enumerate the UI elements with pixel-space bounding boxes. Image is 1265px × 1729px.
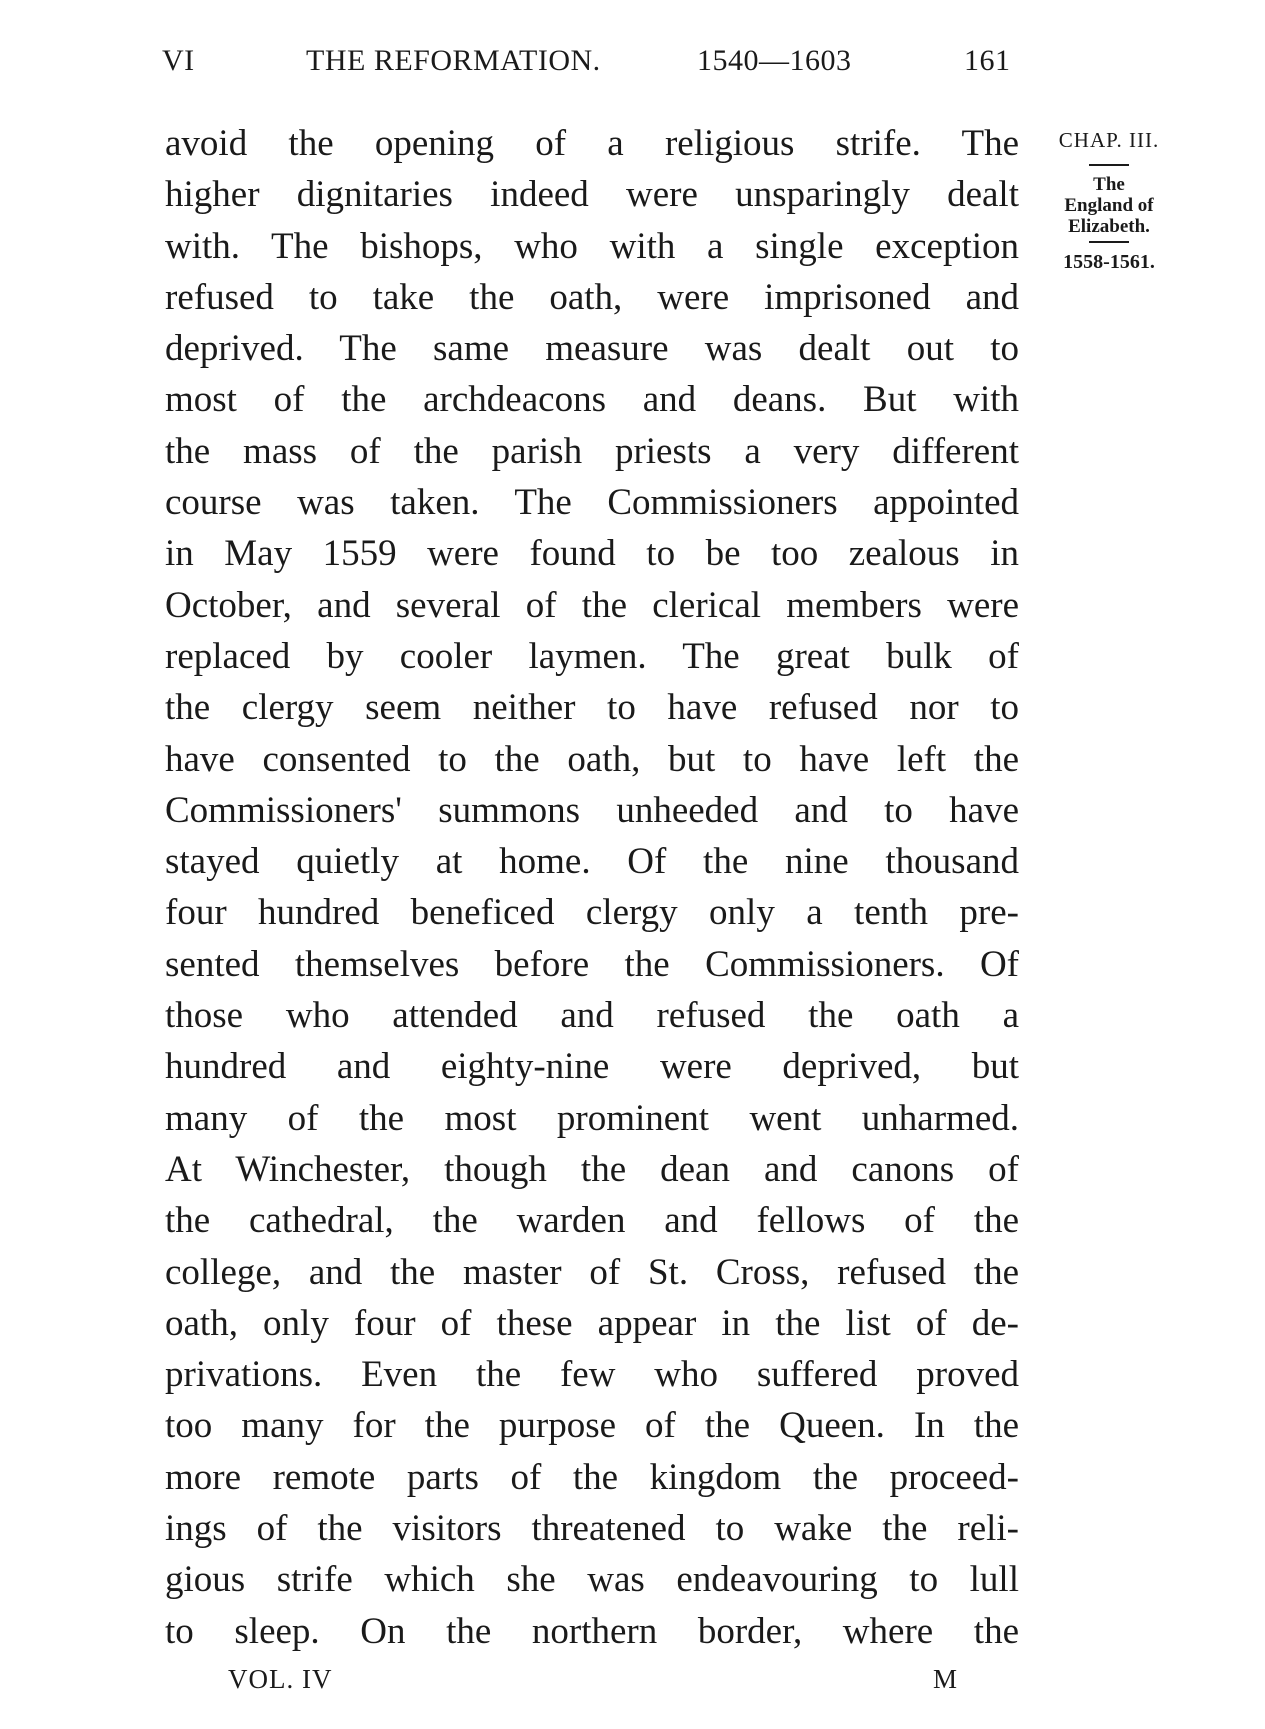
body-line: privations. Even the few who suffered proved [165, 1354, 1019, 1396]
body-line: Commissioners' summons unheeded and to have [165, 789, 1019, 831]
body-line: October, and several of the clerical members were [165, 584, 1019, 626]
body-text [165, 118, 1019, 1657]
page-number: 161 [964, 44, 1011, 77]
margin-topic-line: Elizabeth. [1068, 216, 1150, 237]
body-line: At Winchester, though the dean and canons of [165, 1148, 1019, 1190]
running-head-dates: 1540—1603 [697, 44, 852, 77]
body-line: college, and the master of St. Cross, refused the [165, 1251, 1019, 1293]
body-line: the cathedral, the warden and fellows of the [165, 1200, 1019, 1242]
body-line: four hundred beneficed clergy only a tenth pre- [165, 892, 1019, 934]
margin-rule [1089, 241, 1129, 243]
body-line: oath, only four of these appear in the list of de- [165, 1302, 1019, 1344]
margin-topic-line: England of [1064, 195, 1154, 216]
body-line: course was taken. The Commissioners appointed [165, 482, 1019, 524]
running-head [162, 44, 1018, 84]
body-line: have consented to the oath, but to have left the [165, 738, 1019, 780]
footer-volume: VOL. IV [228, 1664, 333, 1694]
body-line: the mass of the parish priests a very different [165, 430, 1019, 472]
running-head-title: THE REFORMATION. [306, 44, 601, 77]
running-head-volume: VI [162, 44, 195, 77]
body-line: deprived. The same measure was dealt out to [165, 328, 1019, 370]
body-line: avoid the opening of a religious strife. The [165, 123, 1019, 164]
margin-note [1040, 128, 1178, 274]
body-line: the clergy seem neither to have refused nor to [165, 687, 1019, 729]
signature-mark: M [933, 1664, 958, 1694]
margin-chapter: CHAP. III. [1058, 128, 1160, 152]
body-line: in May 1559 were found to be too zealous in [165, 533, 1019, 575]
body-line: too many for the purpose of the Queen. In the [165, 1405, 1019, 1447]
body-line: sented themselves before the Commissioners. Of [165, 943, 1019, 985]
body-line: to sleep. On the northern border, where the [165, 1610, 1019, 1652]
body-line: higher dignitaries indeed were unsparingly dealt [165, 174, 1019, 216]
body-line: hundred and eighty-nine were deprived, but [165, 1046, 1019, 1088]
body-line: stayed quietly at home. Of the nine thousand [165, 841, 1019, 883]
body-line: with. The bishops, who with a single exception [165, 225, 1019, 267]
body-line: those who attended and refused the oath a [165, 995, 1019, 1037]
body-line: replaced by cooler laymen. The great bulk of [165, 635, 1019, 677]
page-footer [228, 1664, 968, 1700]
body-line: gious strife which she was endeavouring to lull [165, 1559, 1019, 1601]
body-line: ings of the visitors threatened to wake the reli- [165, 1508, 1019, 1550]
body-line: refused to take the oath, were imprisoned and [165, 276, 1019, 318]
body-line: most of the archdeacons and deans. But with [165, 379, 1019, 421]
margin-dates: 1558-1561. [1063, 251, 1155, 273]
body-line: many of the most prominent went unharmed. [165, 1097, 1019, 1139]
margin-rule [1089, 164, 1129, 166]
margin-topic-line: The [1093, 174, 1125, 195]
body-line: more remote parts of the kingdom the proceed- [165, 1456, 1019, 1498]
